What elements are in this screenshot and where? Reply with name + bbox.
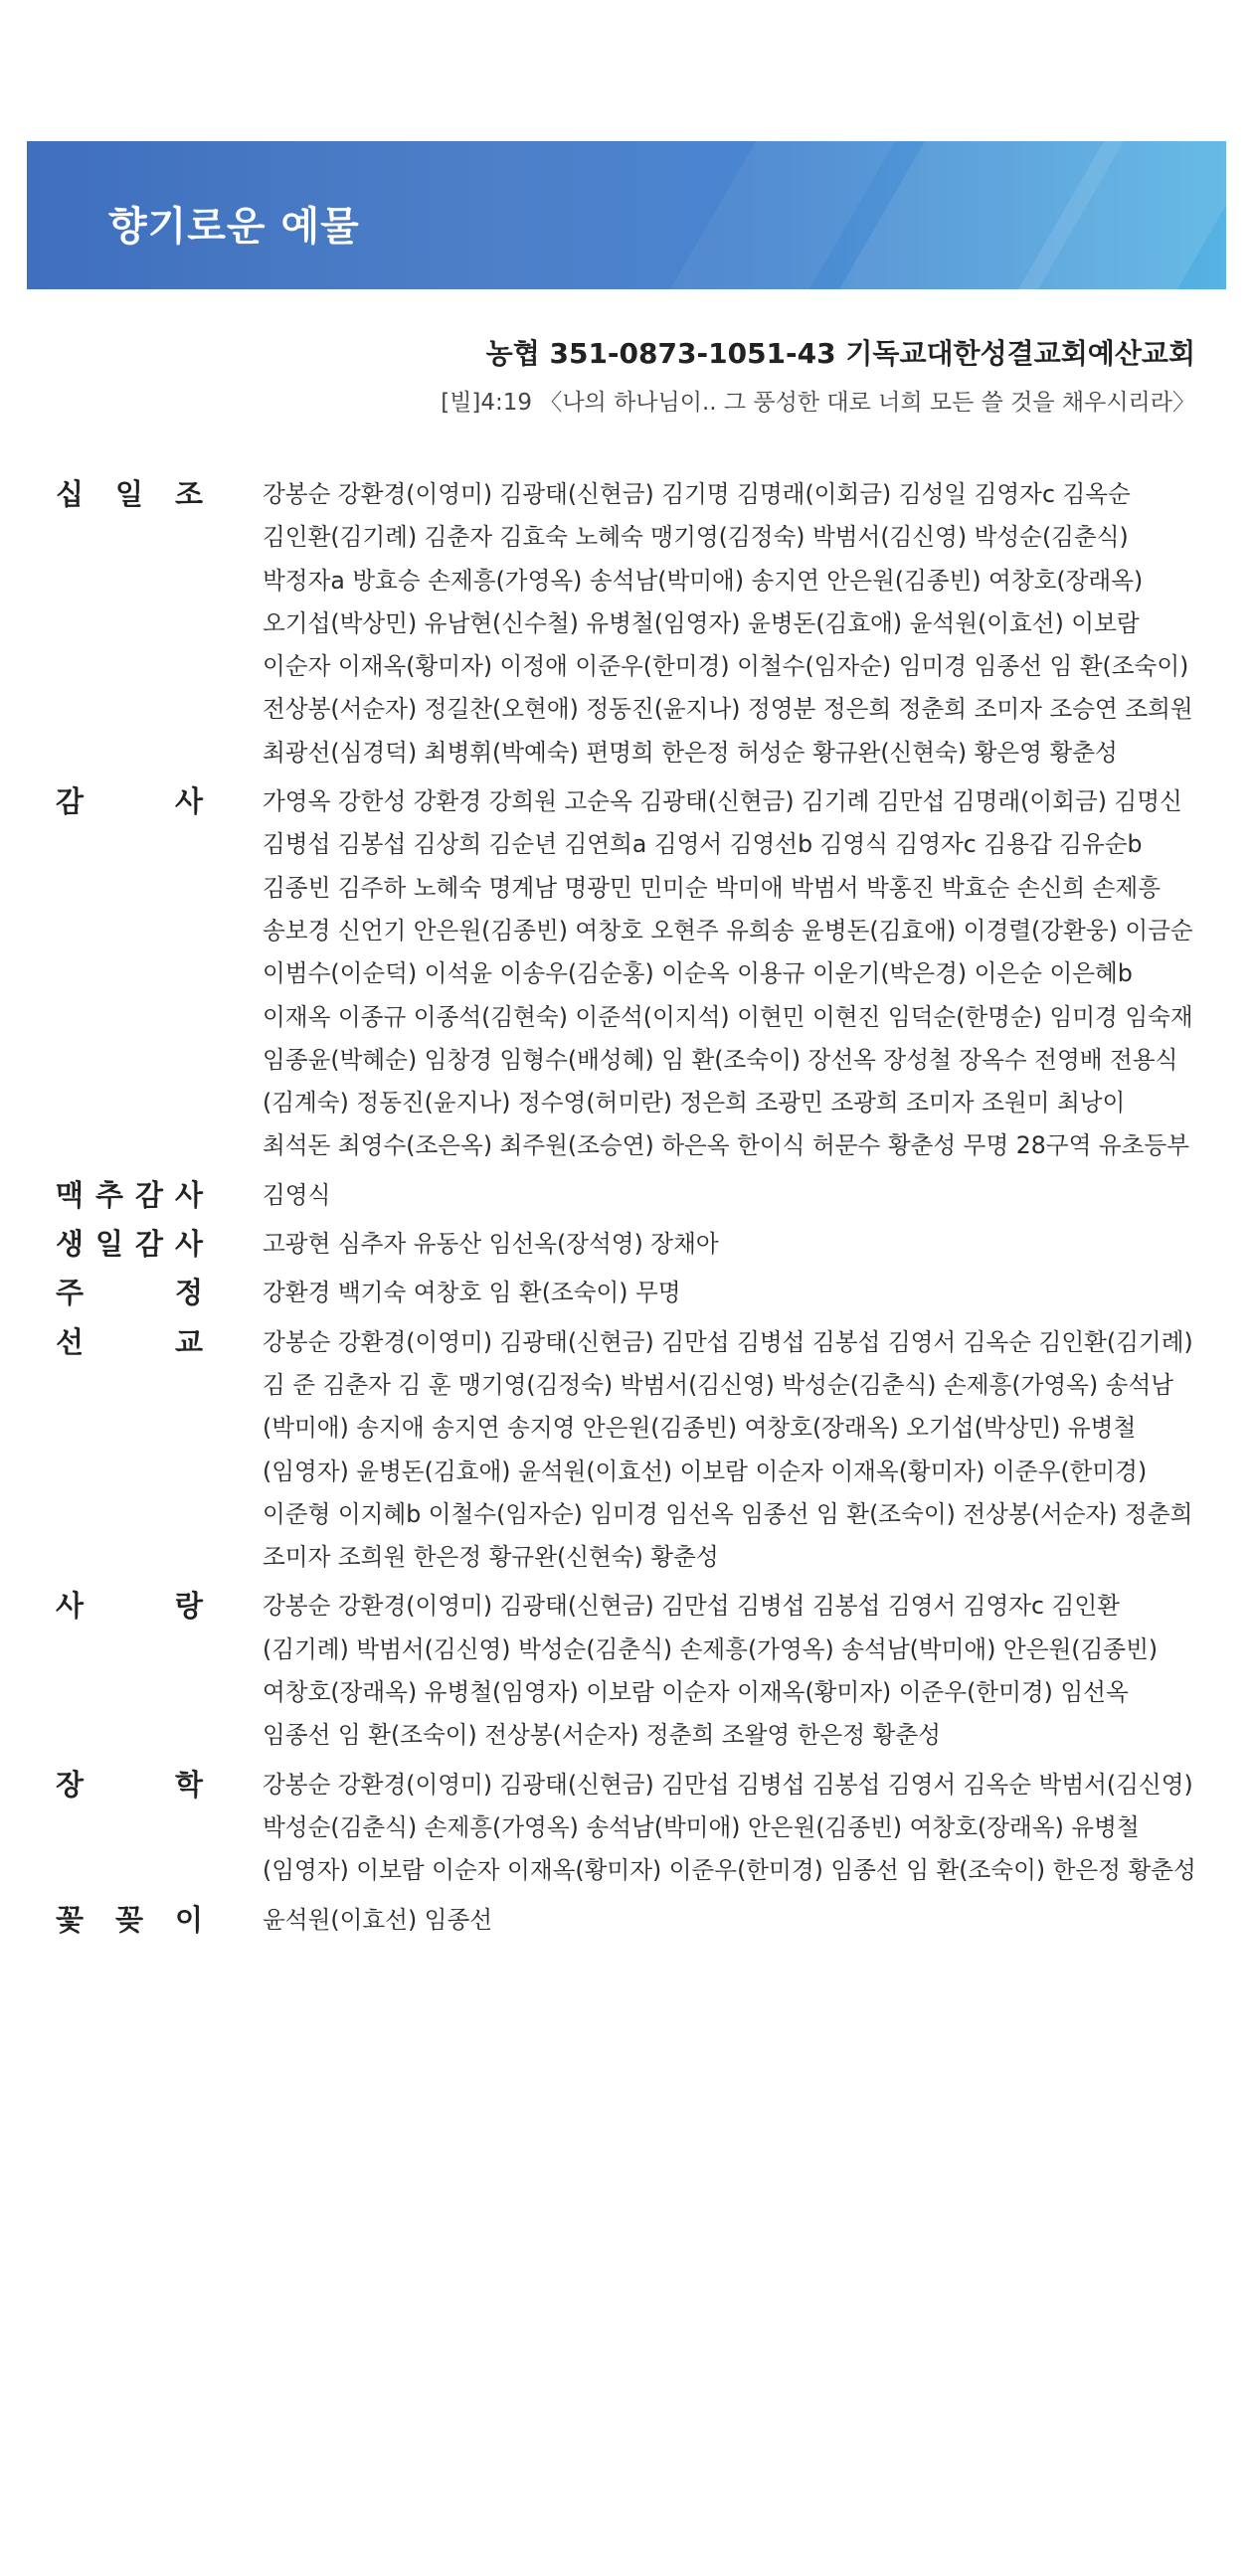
offering-row-weekly xyxy=(56,1272,1199,1314)
category-label-char: 사 xyxy=(174,1177,203,1212)
category-label-char: 감 xyxy=(56,784,85,819)
offering-row-love xyxy=(56,1585,1199,1757)
category-label-char: 주 xyxy=(56,1276,85,1310)
donor-names: 가영옥 강한성 강환경 강희원 고순옥 김광태(신현금) 김기례 김만섭 김명래(이회금) 김명신 김병섭 김봉섭 김상희 김순년 김연희a 김영서 김영선b 김영식 김영자c 김용갑 김유순b 김종빈 김주하 노혜숙 명계남 명광민 민미순 박미애 박범서 박홍진 박효순 손신희 손제흥 송보경 신언기 안은원(김종빈) 여창호 오현주 유희송 윤병돈(김효애) 이경렬(강환웅) 이금순 이범수(이순덕) 이석윤 이송우(김순홍) 이순옥 이용규 이운기(박은경) 이은순 이은혜b 이재옥 이종규 이종석(김현숙) 이준석(이지석) 이현민 이현진 임덕순(한명순) 임미경 임숙재 임종윤(박혜순) 임창경 임형수(배성혜) 임 환(조숙이) 장선옥 장성철 장옥수 전영배 전용식(김계숙) 정동진(윤지나) 정수영(허미란) 정은희 조광민 조광희 조미자 조원미 최낭이 최석돈 최영수(조은옥) 최주원(조승연) 하은옥 한이식 허문수 황춘성 무명 28구역 유초등부 xyxy=(263,787,1193,1160)
donor-names: 강봉순 강환경(이영미) 김광태(신현금) 김기명 김명래(이회금) 김성일 김영자c 김옥순 김인환(김기례) 김춘자 김효숙 노혜숙 맹기영(김정숙) 박범서(김신영) 박성순(김춘식) 박정자a 방효승 손제흥(가영옥) 송석남(박미애) 송지연 안은원(김종빈) 여창호(장래옥) 오기섭(박상민) 유남현(신수철) 유병철(임영자) 윤병돈(김효애) 윤석원(이효선) 이보람 이순자 이재옥(황미자) 이정애 이준우(한미경) 이철수(임자순) 임미경 임종선 임 환(조숙이) 전상봉(서순자) 정길찬(오현애) 정동진(윤지나) 정영분 정은희 정춘희 조미자 조승연 조희원 최광선(심경덕) 최병휘(박예숙) 편명희 한은정 허성순 황규완(신현숙) 황은영 황춘성 xyxy=(263,480,1193,767)
category-label-char: 사 xyxy=(174,784,203,819)
donor-names: 고광현 심추자 유동산 임선옥(장석영) 장채아 xyxy=(263,1230,719,1259)
category-label-char: 십 xyxy=(56,477,85,511)
category-label-char: 교 xyxy=(174,1324,203,1359)
offering-list xyxy=(56,473,1199,1948)
donor-names: 김영식 xyxy=(263,1180,331,1209)
category-label-char: 감 xyxy=(134,1227,163,1262)
category-label-char: 일 xyxy=(94,1227,123,1262)
category-label-char: 꽂 xyxy=(114,1902,143,1937)
offering-row-harvest xyxy=(56,1174,1199,1217)
category-label xyxy=(56,780,203,1168)
banner xyxy=(27,141,1226,289)
category-label xyxy=(56,1174,203,1217)
category-label-char: 맥 xyxy=(56,1177,85,1212)
offering-row-thanksgiving xyxy=(56,780,1199,1168)
category-label xyxy=(56,473,203,774)
donor-names: 강봉순 강환경(이영미) 김광태(신현금) 김만섭 김병섭 김봉섭 김영서 김옥순 박범서(김신영) 박성순(김춘식) 손제흥(가영옥) 송석남(박미애) 안은원(김종빈) 여창호(장래옥) 유병철(임영자) 이보람 이순자 이재옥(황미자) 이준우(한미경) 임종선 임 환(조숙이) 한은정 황춘성 xyxy=(263,1770,1196,1885)
bank-account: 농협 351-0873-1051-43 기독교대한성결교회예산교회 xyxy=(485,337,1195,370)
category-label-char: 랑 xyxy=(174,1589,203,1624)
category-label-char: 학 xyxy=(174,1767,203,1802)
page-title: 향기로운 예물 xyxy=(108,204,360,250)
category-label-char: 장 xyxy=(56,1767,85,1802)
category-label-char: 선 xyxy=(56,1324,85,1359)
category-label-char: 추 xyxy=(94,1177,123,1212)
category-label-char: 생 xyxy=(56,1227,85,1262)
category-label xyxy=(56,1223,203,1266)
category-label xyxy=(56,1321,203,1580)
category-label-char: 이 xyxy=(174,1902,203,1937)
donor-names: 강봉순 강환경(이영미) 김광태(신현금) 김만섭 김병섭 김봉섭 김영서 김영자c 김인환(김기례) 박범서(김신영) 박성순(김춘식) 손제흥(가영옥) 송석남(박미애) 안은원(김종빈) 여창호(장래옥) 유병철(임영자) 이보람 이순자 이재옥(황미자) 이준우(한미경) 임선옥 임종선 임 환(조숙이) 전상봉(서순자) 정춘희 조왈영 한은정 황춘성 xyxy=(263,1592,1159,1750)
category-label-char: 일 xyxy=(114,477,143,511)
offering-row-tithe xyxy=(56,473,1199,774)
category-label xyxy=(56,1764,203,1893)
offering-row-scholarship xyxy=(56,1764,1199,1893)
category-label-char: 꽃 xyxy=(56,1902,85,1937)
category-label xyxy=(56,1585,203,1757)
bible-verse: [빌]4:19 〈나의 하나님이.. 그 풍성한 대로 너희 모든 쓸 것을 채우시리라〉 xyxy=(441,390,1195,416)
offering-row-birthday xyxy=(56,1223,1199,1266)
category-label xyxy=(56,1899,203,1942)
offering-row-flowers xyxy=(56,1899,1199,1942)
donor-names: 강환경 백기숙 여창호 임 환(조숙이) 무명 xyxy=(263,1279,681,1307)
category-label-char: 사 xyxy=(56,1589,85,1624)
category-label-char: 감 xyxy=(134,1177,163,1212)
offering-row-mission xyxy=(56,1321,1199,1580)
category-label-char: 조 xyxy=(174,477,203,511)
category-label-char: 정 xyxy=(174,1276,203,1310)
donor-names: 윤석원(이효선) 임종선 xyxy=(263,1905,493,1934)
category-label-char: 사 xyxy=(174,1227,203,1262)
donor-names: 강봉순 강환경(이영미) 김광태(신현금) 김만섭 김병섭 김봉섭 김영서 김옥순 김인환(김기례) 김 준 김춘자 김 훈 맹기영(김정숙) 박범서(김신영) 박성순(김춘식) 손제흥(가영옥) 송석남(박미애) 송지애 송지연 송지영 안은원(김종빈) 여창호(장래옥) 오기섭(박상민) 유병철(임영자) 윤병돈(김효애) 윤석원(이효선) 이보람 이순자 이재옥(황미자) 이준우(한미경) 이준형 이지혜b 이철수(임자순) 임미경 임선옥 임종선 임 환(조숙이) 전상봉(서순자) 정춘희 조미자 조희원 한은정 황규완(신현숙) 황춘성 xyxy=(263,1327,1193,1572)
category-label xyxy=(56,1272,203,1314)
